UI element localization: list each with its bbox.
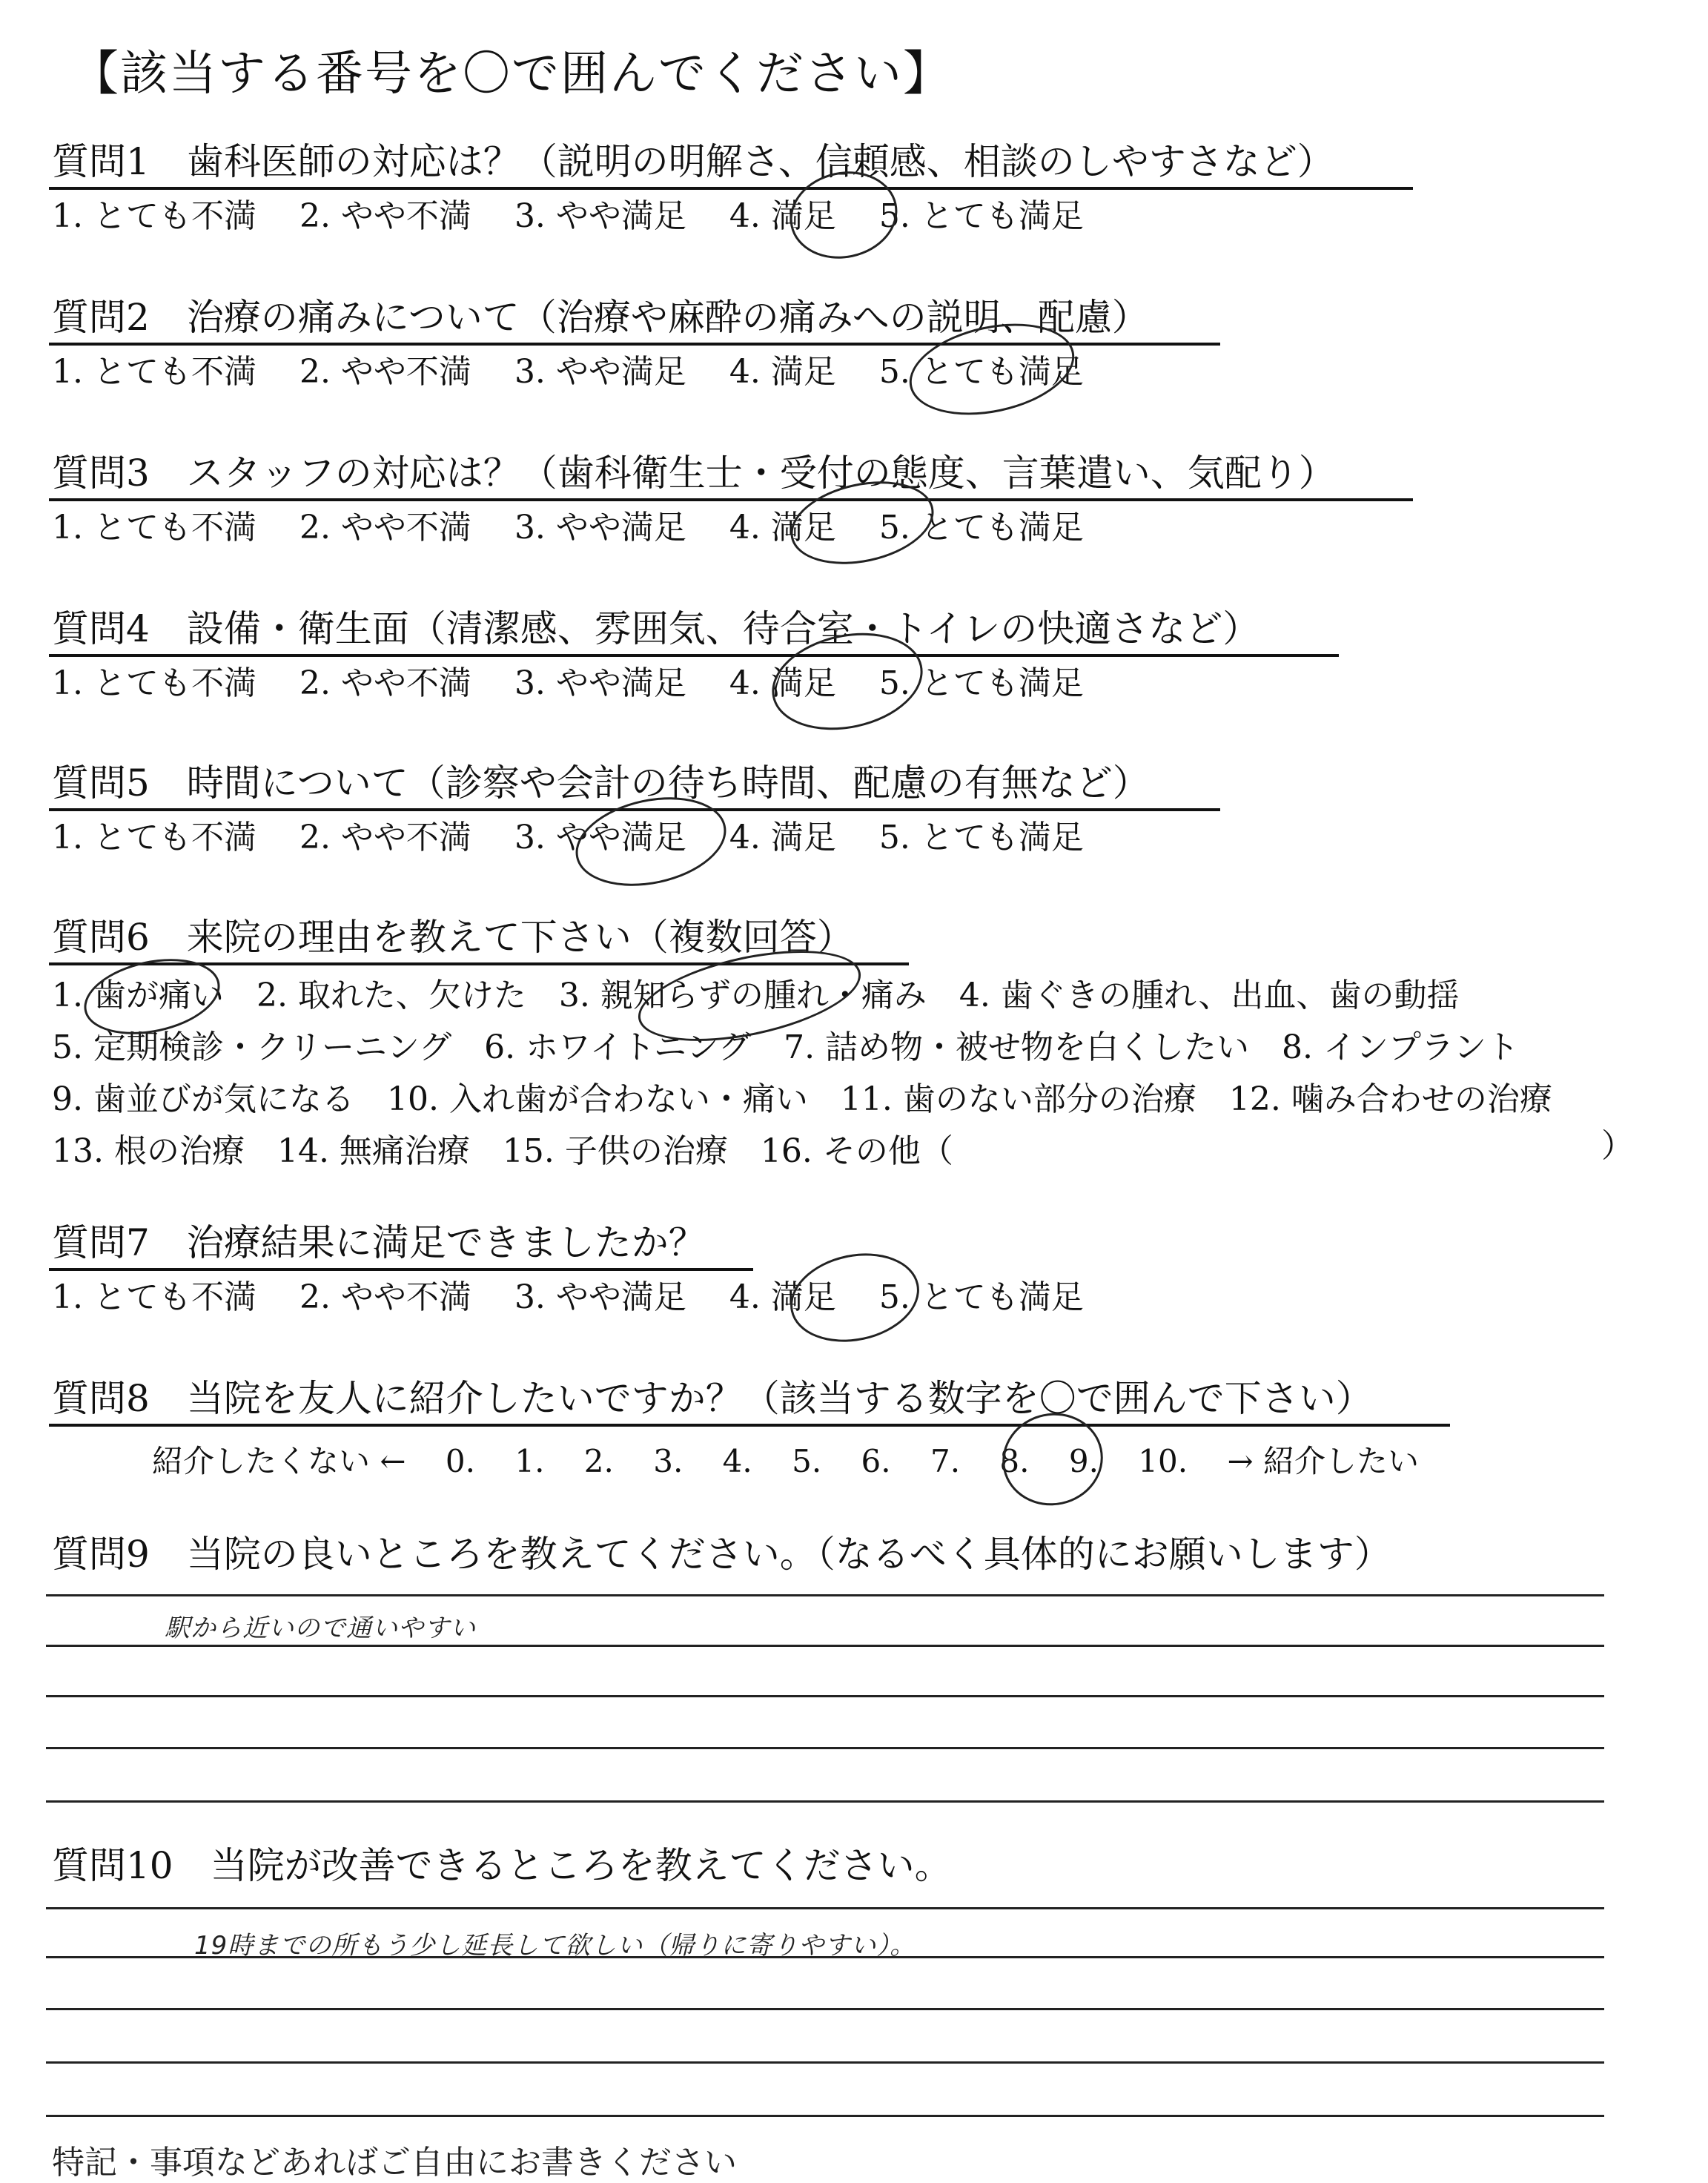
q3-option-2[interactable]: 2. やや不満	[299, 509, 471, 546]
q5-option-5[interactable]: 5. とても満足	[878, 819, 1084, 856]
question-7-underline	[49, 1268, 753, 1271]
q9-handwritten-answer[interactable]: 駅から近いので通いやすい	[165, 1614, 476, 1643]
question-4-underline	[49, 654, 1339, 657]
q9-answer-line-1	[46, 1594, 1604, 1596]
q8-right-label: → 紹介したい	[1227, 1443, 1419, 1479]
q8-num-1[interactable]: 1.	[514, 1443, 545, 1479]
q5-option-1[interactable]: 1. とても不満	[52, 819, 256, 856]
q8-num-6[interactable]: 6.	[861, 1443, 891, 1479]
q8-num-5[interactable]: 5.	[792, 1443, 822, 1479]
q9-answer-line-5	[46, 1800, 1604, 1803]
q8-num-9[interactable]: 9.	[1068, 1443, 1099, 1479]
q1-option-4[interactable]: 4. 満足	[729, 197, 836, 235]
question-3-underline	[49, 498, 1413, 501]
question-3-heading: 質問3 スタッフの対応は？（歯科衛生士・受付の態度、言葉遣い、気配り）	[52, 452, 1336, 495]
q8-num-3[interactable]: 3.	[653, 1443, 683, 1479]
footer-partial-text: 特記・事項などあればご自由にお書きください	[52, 2144, 737, 2182]
form-title: 【該当する番号を〇で囲んでください】	[71, 47, 952, 102]
q7-option-1[interactable]: 1. とても不満	[52, 1278, 256, 1316]
q2-option-2[interactable]: 2. やや不満	[299, 353, 471, 391]
question-3-options	[52, 507, 1116, 549]
q7-option-2[interactable]: 2. やや不満	[299, 1278, 471, 1316]
q1-option-3[interactable]: 3. やや満足	[514, 197, 686, 235]
q10-handwritten-answer[interactable]: 19時までの所もう少し延長して欲しい（帰りに寄りやすい）。	[194, 1931, 916, 1961]
q3-option-4[interactable]: 4. 満足	[729, 509, 836, 546]
q6-line-2[interactable]: 5. 定期検診・クリーニング 6. ホワイトニング 7. 詰め物・被せ物を白くしたい 8. インプラント	[52, 1028, 1520, 1066]
q4-option-1[interactable]: 1. とても不満	[52, 664, 256, 702]
q8-left-label: 紹介したくない ←	[152, 1443, 406, 1479]
q4-option-4[interactable]: 4. 満足	[729, 664, 836, 702]
q6-line-4[interactable]: 13. 根の治療 14. 無痛治療 15. 子供の治療 16. その他（	[52, 1132, 953, 1170]
q10-answer-line-5	[46, 2115, 1604, 2117]
q1-option-5[interactable]: 5. とても満足	[878, 197, 1084, 235]
q9-answer-line-2	[46, 1645, 1604, 1647]
q7-option-3[interactable]: 3. やや満足	[514, 1278, 686, 1316]
question-4-heading: 質問4 設備・衛生面（清潔感、雰囲気、待合室・トイレの快適さなど）	[52, 607, 1260, 650]
q4-option-3[interactable]: 3. やや満足	[514, 664, 686, 702]
q2-option-5[interactable]: 5. とても満足	[878, 353, 1084, 391]
question-9-heading: 質問9 当院の良いところを教えてください。（なるべく具体的にお願いします）	[52, 1533, 1391, 1576]
q7-option-4[interactable]: 4. 満足	[729, 1278, 836, 1316]
q6-line-3[interactable]: 9. 歯並びが気になる 10. 入れ歯が合わない・痛い 11. 歯のない部分の治療 12. 噛み合わせの治療	[52, 1080, 1552, 1118]
q3-option-5[interactable]: 5. とても満足	[878, 509, 1084, 546]
q4-option-5[interactable]: 5. とても満足	[878, 664, 1084, 702]
q8-num-8[interactable]: 8.	[999, 1443, 1030, 1479]
q8-num-4[interactable]: 4.	[722, 1443, 752, 1479]
q5-option-2[interactable]: 2. やや不満	[299, 819, 471, 856]
question-4-options	[52, 663, 1116, 704]
q10-answer-line-1	[46, 1907, 1604, 1909]
q1-option-1[interactable]: 1. とても不満	[52, 197, 256, 235]
q6-other-close-paren: ）	[1601, 1127, 1634, 1165]
q10-answer-line-3	[46, 2008, 1604, 2010]
question-5-heading: 質問5 時間について（診察や会計の待ち時間、配慮の有無など）	[52, 762, 1150, 805]
q8-num-7[interactable]: 7.	[930, 1443, 961, 1479]
q8-scale	[152, 1437, 1449, 1482]
question-10-heading: 質問10 当院が改善できるところを教えてください。	[52, 1844, 952, 1887]
q6-line-1[interactable]: 1. 歯が痛い 2. 取れた、欠けた 3. 親知らずの腫れ・痛み 4. 歯ぐきの腫れ、出血、歯の動揺	[52, 977, 1460, 1014]
q9-answer-line-4	[46, 1747, 1604, 1749]
q7-answer-circle	[782, 1242, 927, 1353]
q2-option-3[interactable]: 3. やや満足	[514, 353, 686, 391]
question-1-options	[52, 196, 1116, 237]
question-2-heading: 質問2 治療の痛みについて（治療や麻酔の痛みへの説明、配慮）	[52, 296, 1149, 339]
q5-option-4[interactable]: 4. 満足	[729, 819, 836, 856]
q3-option-1[interactable]: 1. とても不満	[52, 509, 256, 546]
q1-option-2[interactable]: 2. やや不満	[299, 197, 471, 235]
q2-option-1[interactable]: 1. とても不満	[52, 353, 256, 391]
q4-option-2[interactable]: 2. やや不満	[299, 664, 471, 702]
question-7-options	[52, 1277, 1116, 1318]
question-6-heading: 質問6 来院の理由を教えて下さい（複数回答）	[52, 916, 854, 959]
q2-option-4[interactable]: 4. 満足	[729, 353, 836, 391]
q7-option-5[interactable]: 5. とても満足	[878, 1278, 1084, 1316]
q3-option-3[interactable]: 3. やや満足	[514, 509, 686, 546]
question-1-heading: 質問1 歯科医師の対応は？（説明の明解さ、信頼感、相談のしやすさなど）	[52, 140, 1334, 183]
question-1-underline	[49, 187, 1413, 190]
q8-num-10[interactable]: 10.	[1138, 1443, 1188, 1479]
q10-answer-line-4	[46, 2061, 1604, 2064]
question-8-heading: 質問8 当院を友人に紹介したいですか？（該当する数字を〇で囲んで下さい）	[52, 1377, 1373, 1420]
q9-answer-line-3	[46, 1695, 1604, 1697]
question-7-heading: 質問7 治療結果に満足できましたか？	[52, 1221, 706, 1264]
q8-num-0[interactable]: 0.	[445, 1443, 475, 1479]
q5-option-3[interactable]: 3. やや満足	[514, 819, 686, 856]
question-8-underline	[49, 1424, 1450, 1427]
q8-num-2[interactable]: 2.	[583, 1443, 614, 1479]
